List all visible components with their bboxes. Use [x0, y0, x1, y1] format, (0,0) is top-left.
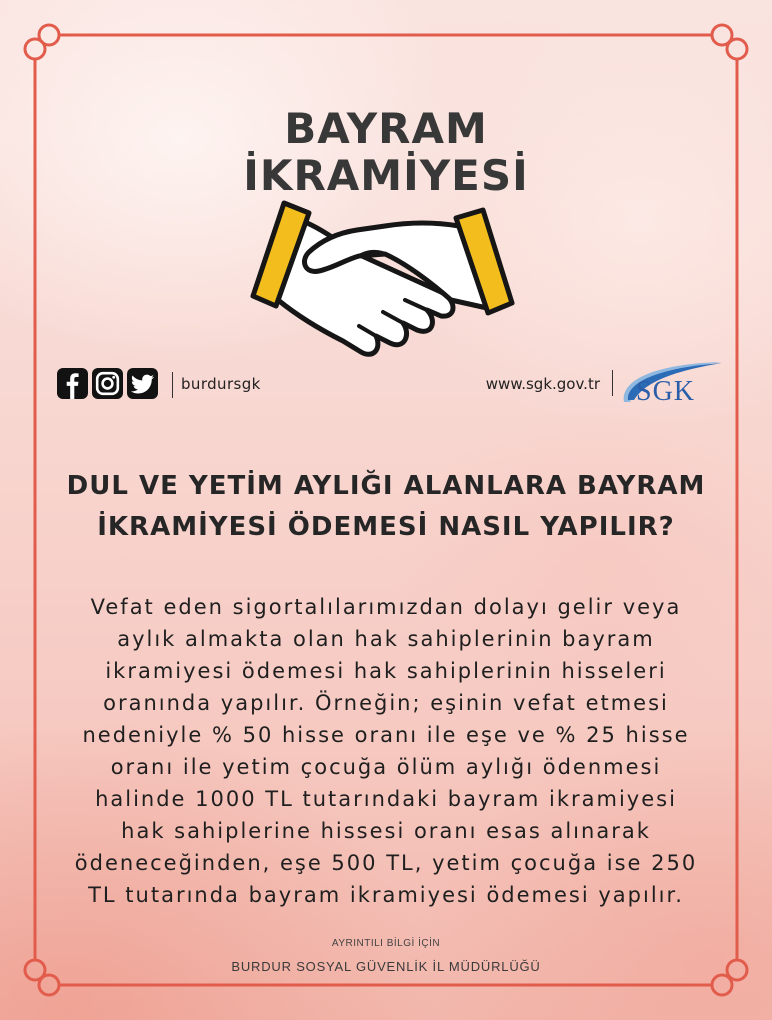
body-line: TL tutarında bayram ikramiyesi ödemesi yapılır. — [88, 883, 684, 907]
website-url: www.sgk.gov.tr — [485, 375, 600, 393]
footer-label: AYRINTILI BİLGİ İÇİN — [331, 938, 441, 949]
body-line: nedeniyle % 50 hisse oranı ile eşe ve % 25 hisse — [82, 723, 690, 747]
frame-corner-top-left — [25, 25, 59, 59]
body-line: ödeneceğinden, eşe 500 TL, yetim çocuğa ise 250 — [74, 851, 698, 875]
heading-line-2: İKRAMİYESİ ÖDEMESİ NASIL YAPILIR? — [97, 512, 675, 542]
sgk-logo-text: SGK — [636, 376, 696, 406]
twitter-icon — [127, 368, 158, 399]
body-line: aylık almakta olan hak sahiplerinin bayram — [117, 627, 655, 651]
body-paragraph — [0, 591, 772, 911]
instagram-icon — [92, 368, 123, 399]
facebook-icon — [57, 368, 88, 399]
title-line-2: İKRAMİYESİ — [243, 151, 529, 200]
body-line: Vefat eden sigortalılarımızdan dolayı gelir veya — [90, 595, 682, 619]
body-line: ikramiyesi ödemesi hak sahiplerinin hisseleri — [105, 659, 667, 683]
footer-organization: BURDUR SOSYAL GÜVENLİK İL MÜDÜRLÜĞÜ — [231, 959, 541, 974]
heading-line-1: DUL VE YETİM AYLIĞI ALANLARA BAYRAM — [66, 471, 706, 501]
body-line: hak sahiplerine hissesi oranı esas alınarak — [121, 819, 651, 843]
title-line-1: BAYRAM — [284, 104, 488, 153]
frame-corner-top-right — [712, 25, 747, 59]
social-handle: burdursgk — [181, 375, 261, 393]
handshake-icon — [245, 200, 525, 365]
body-line: oranı ile yetim çocuğa ölüm aylığı ödenmesi — [110, 755, 662, 779]
sgk-logo — [620, 358, 724, 406]
body-line: halinde 1000 TL tutarındaki bayram ikramiyesi — [95, 787, 677, 811]
divider — [172, 372, 173, 398]
divider — [612, 370, 613, 396]
body-line: oranında yapılır. Örneğin; eşinin vefat etmesi — [103, 691, 669, 715]
